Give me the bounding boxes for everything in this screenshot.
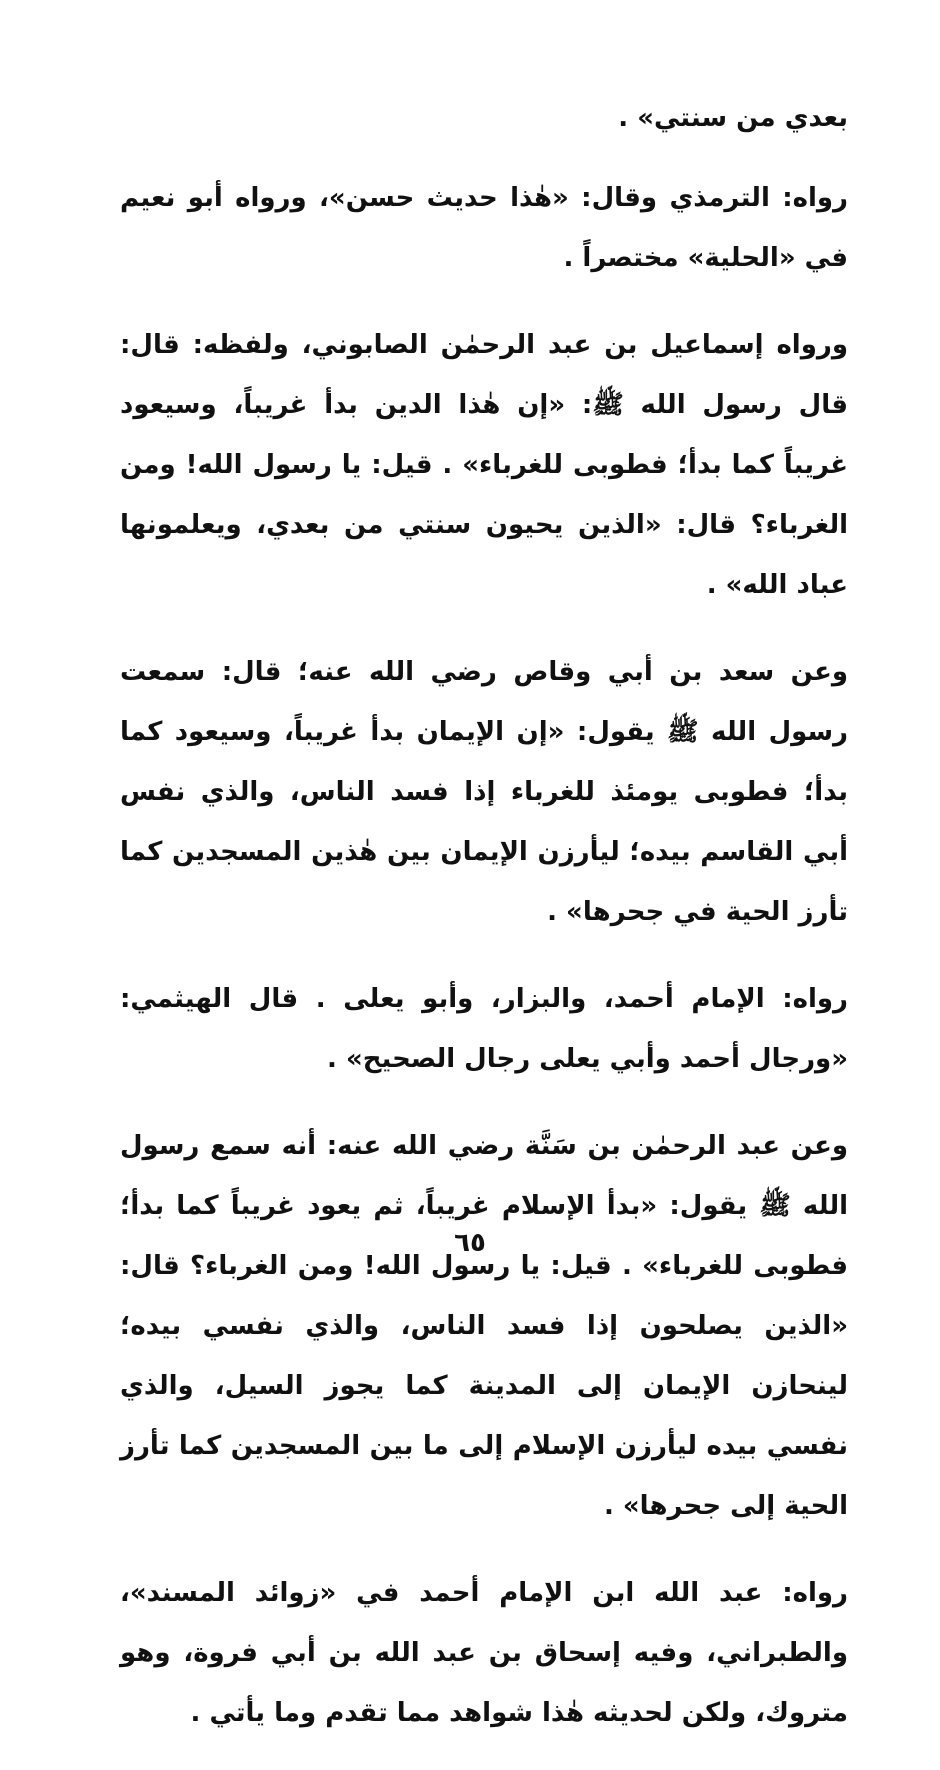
paragraph-continuation: بعدي من سنتي» . xyxy=(618,103,848,133)
paragraph-saad-hadith: وعن سعد بن أبي وقاص رضي الله عنه؛ قال: سمعت رسول الله ﷺ يقول: «إن الإيمان بدأ غريباً، وسيعود كما بدأ؛ فطوبى يومئذ للغرباء إذا فسد الناس، والذي نفس أبي القاسم بيده؛ ليأرزن الإيمان بين هٰذين المسجدين كما تأرز الحية في جحرها» . xyxy=(120,657,848,927)
page-text-block xyxy=(120,88,848,1770)
paragraph-abdulrahman-hadith: وعن عبد الرحمٰن بن سَنَّة رضي الله عنه: أنه سمع رسول الله ﷺ يقول: «بدأ الإسلام غريباً، ثم يعود غريباً كما بدأ؛ فطوبى للغرباء» . قيل: يا رسول الله! ومن الغرباء؟ قال: «الذين يصلحون إذا فسد الناس، والذي نفسي بيده؛ لينحازن الإيمان إلى المدينة كما يجوز السيل، والذي نفسي بيده ليأرزن الإسلام إلى ما بين المسجدين كما تأرز الحية إلى جحرها» . xyxy=(120,1131,848,1521)
paragraph-sabuni-narration: ورواه إسماعيل بن عبد الرحمٰن الصابوني، ولفظه: قال: قال رسول الله ﷺ: «إن هٰذا الدين بدأ غريباً، وسيعود غريباً كما بدأ؛ فطوبى للغرباء» . قيل: يا رسول الله! ومن الغرباء؟ قال: «الذين يحيون سنتي من بعدي، ويعلمونها عباد الله» . xyxy=(120,330,848,600)
paragraph-tirmidhi-narration: رواه: الترمذي وقال: «هٰذا حديث حسن»، ورواه أبو نعيم في «الحلية» مختصراً . xyxy=(120,183,848,273)
page-number: ٦٥ xyxy=(454,1228,486,1258)
paragraph-zawaid-narration: رواه: عبد الله ابن الإمام أحمد في «زوائد المسند»، والطبراني، وفيه إسحاق بن عبد الله بن أبي فروة، وهو متروك، ولكن لحديثه هٰذا شواهد مما تقدم وما يأتي . xyxy=(120,1578,848,1728)
paragraph-ahmad-narration: رواه: الإمام أحمد، والبزار، وأبو يعلى . قال الهيثمي: «ورجال أحمد وأبي يعلى رجال الصحيح» . xyxy=(120,984,848,1074)
